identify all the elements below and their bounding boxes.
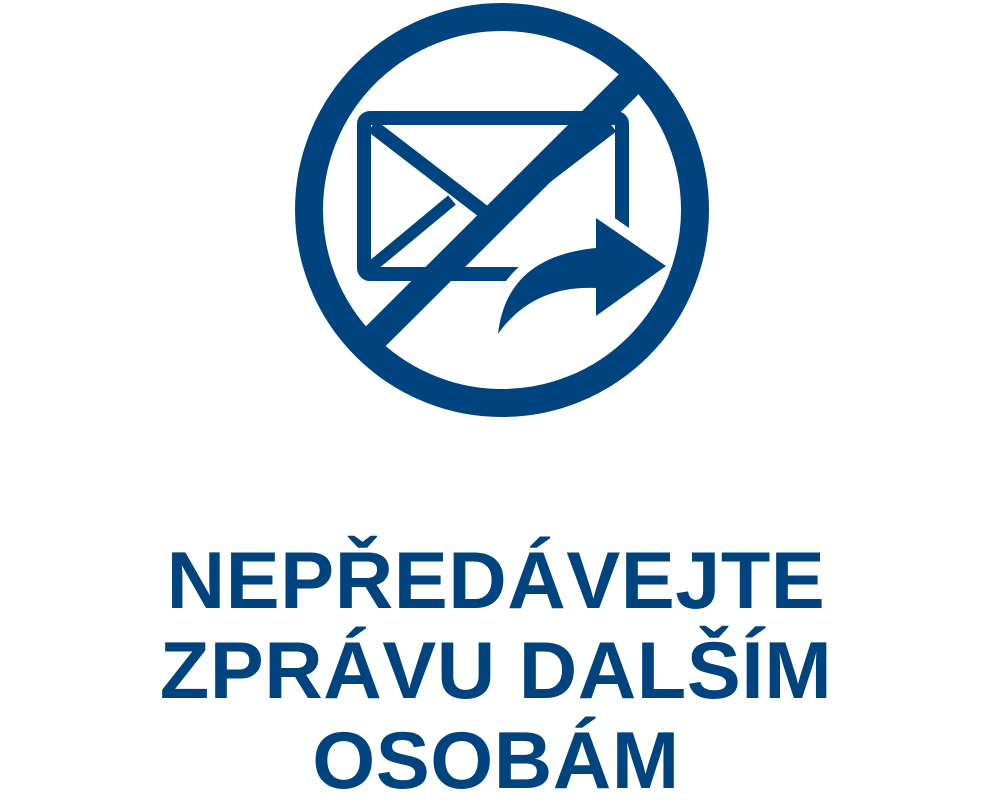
- no-forward-email-icon: [292, 0, 712, 420]
- caption-line-2: ZPRÁVU DALŠÍM: [159, 626, 833, 716]
- caption-line-3: OSOBÁM: [312, 716, 680, 806]
- caption-line-1: NEPŘEDÁVEJTE: [166, 536, 826, 626]
- sign-caption: [0, 536, 992, 806]
